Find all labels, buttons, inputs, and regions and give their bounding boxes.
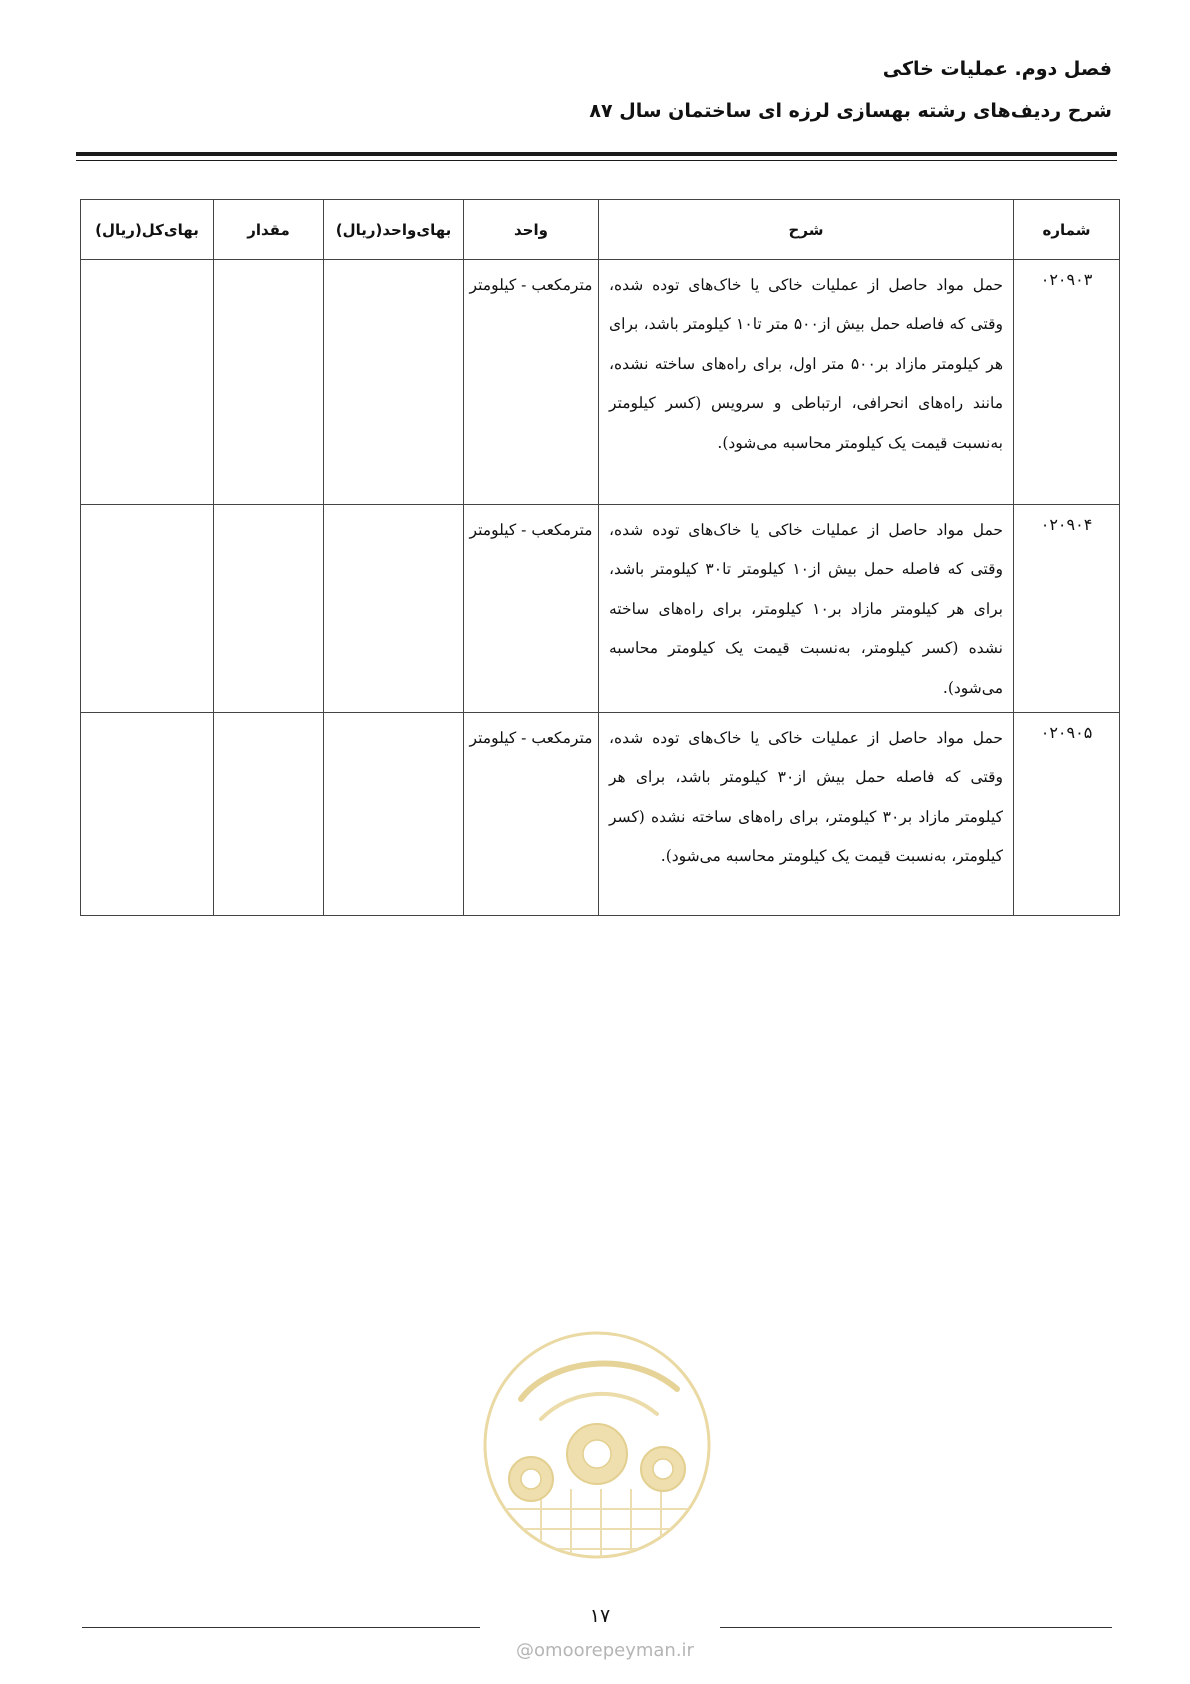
- column-header-unit: واحد: [464, 200, 599, 260]
- price-items-table: [80, 199, 1120, 916]
- table-row: [81, 713, 1120, 916]
- item-unit: مترمکعب - کیلومتر: [464, 713, 599, 916]
- item-number: ۰۲۰۹۰۵: [1014, 713, 1120, 916]
- table-row: [81, 260, 1120, 505]
- item-unit: مترمکعب - کیلومتر: [464, 505, 599, 713]
- watermark-url: @omoorepeyman.ir: [516, 1640, 694, 1661]
- column-header-total-price: بهای‌کل(ریال): [81, 200, 214, 260]
- column-header-number: شماره: [1014, 200, 1120, 260]
- item-total-price: [81, 260, 214, 505]
- item-quantity: [214, 260, 324, 505]
- item-unit: مترمکعب - کیلومتر: [464, 260, 599, 505]
- item-description: حمل مواد حاصل از عملیات خاکی یا خاک‌های توده شده، وقتی که فاصله حمل بیش از۱۰ کیلومتر تا۳۰ کیلومتر باشد، برای هر کیلومتر مازاد بر۱۰ کیلومتر، برای راه‌های ساخته نشده (کسر کیلومتر، به‌نسبت قیمت یک کیلومتر محاسبه می‌شود).: [599, 505, 1014, 713]
- column-header-description: شرح: [599, 200, 1014, 260]
- footer-rule-right: [720, 1627, 1112, 1628]
- item-description: حمل مواد حاصل از عملیات خاکی یا خاک‌های توده شده، وقتی که فاصله حمل بیش از۵۰۰ متر تا۱۰ کیلومتر باشد، برای هر کیلومتر مازاد بر۵۰۰ متر اول، برای راه‌های ساخته نشده، مانند راه‌های انحرافی، ارتباطی و سرویس (کسر کیلومتر به‌نسبت قیمت یک کیلومتر محاسبه می‌شود).: [599, 260, 1014, 505]
- column-header-unit-price: بهای‌واحد(ریال): [324, 200, 464, 260]
- item-number: ۰۲۰۹۰۳: [1014, 260, 1120, 505]
- footer-rule-left: [82, 1627, 480, 1628]
- chapter-title: فصل دوم. عملیات خاکی: [882, 58, 1112, 80]
- table-row: [81, 505, 1120, 713]
- item-number: ۰۲۰۹۰۴: [1014, 505, 1120, 713]
- header-rule-thin: [76, 160, 1117, 161]
- page-number: ۱۷: [589, 1605, 611, 1627]
- item-unit-price: [324, 260, 464, 505]
- item-total-price: [81, 713, 214, 916]
- column-header-quantity: مقدار: [214, 200, 324, 260]
- table-header-row: [81, 200, 1120, 260]
- item-unit-price: [324, 505, 464, 713]
- item-quantity: [214, 505, 324, 713]
- item-quantity: [214, 713, 324, 916]
- document-subtitle: شرح ردیف‌های رشته بهسازی لرزه ای ساختمان سال ۸۷: [589, 100, 1112, 122]
- item-description: حمل مواد حاصل از عملیات خاکی یا خاک‌های توده شده، وقتی که فاصله حمل بیش از۳۰ کیلومتر باشد، برای هر کیلومتر مازاد بر۳۰ کیلومتر، برای راه‌های ساخته نشده (کسر کیلومتر، به‌نسبت قیمت یک کیلومتر محاسبه می‌شود).: [599, 713, 1014, 916]
- page-header: [72, 58, 1112, 122]
- item-unit-price: [324, 713, 464, 916]
- header-rule-thick: [76, 152, 1117, 156]
- item-total-price: [81, 505, 214, 713]
- omoorepeyman-seal-logo: [481, 1329, 713, 1561]
